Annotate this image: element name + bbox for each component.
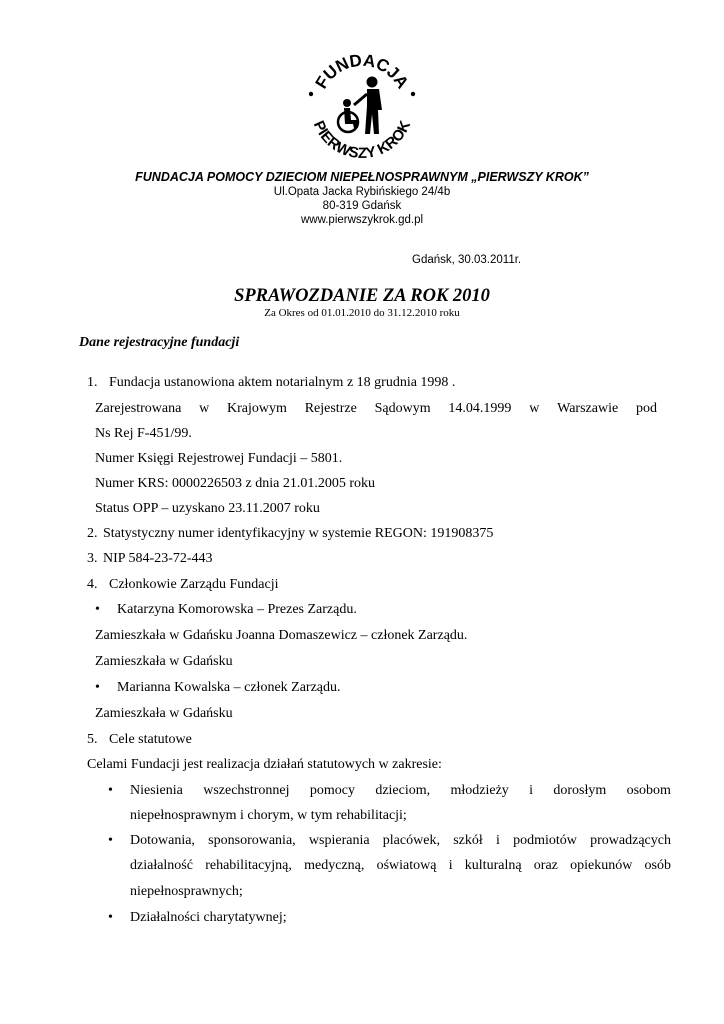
list-number: 2. (87, 526, 98, 541)
website-link[interactable]: www.pierwszykrok.gd.pl (300, 214, 424, 226)
foundation-logo (299, 44, 425, 170)
text-line: Status OPP – uzyskano 23.11.2007 roku (95, 501, 320, 516)
section-heading: Dane rejestracyjne fundacji (79, 335, 240, 350)
list-item: Cele statutowe (109, 732, 192, 747)
text-line: Numer Księgi Rejestrowej Fundacji – 5801. (95, 451, 343, 466)
text-line: Zamieszkała w Gdańsku (95, 654, 233, 669)
justified-line: Niesienia wszechstronnej pomocy dzieciom, młodzieży i dorosłym osobom (130, 783, 671, 798)
list-item: Statystyczny numer identyfikacyjny w systemie REGON: 191908375 (103, 526, 494, 541)
list-item: Członkowie Zarządu Fundacji (109, 577, 279, 592)
logo-text-top: FUNDACJA (311, 50, 413, 92)
document-subtitle: Za Okres od 01.01.2010 do 31.12.2010 roku (264, 307, 460, 319)
list-number: 5. (87, 732, 98, 747)
justified-line: Dotowania, sponsorowania, wspierania placówek, szkół i podmiotów prowadzących (130, 833, 671, 848)
logo-star-right (411, 92, 415, 96)
text-line: niepełnosprawnych; (130, 884, 243, 899)
list-number: 4. (87, 577, 98, 592)
organization-name: FUNDACJA POMOCY DZIECIOM NIEPEŁNOSPRAWNYM „PIERWSZY KROK” (135, 170, 589, 184)
bullet-icon: • (108, 910, 113, 925)
text-line: niepełnosprawnym i chorym, w tym rehabilitacji; (130, 808, 407, 823)
list-item: NIP 584-23-72-443 (103, 551, 213, 566)
board-member: Marianna Kowalska – członek Zarządu. (117, 680, 341, 695)
logo-figure-icon (338, 77, 382, 135)
text-line: Zamieszkała w Gdańsku (95, 706, 233, 721)
address-city: 80-319 Gdańsk (322, 200, 402, 212)
logo-star-left (309, 92, 313, 96)
text-line: Numer KRS: 0000226503 z dnia 21.01.2005 roku (95, 476, 375, 491)
bullet-icon: • (108, 833, 113, 848)
address-street: Ul.Opata Jacka Rybińskiego 24/4b (273, 186, 451, 198)
bullet-icon: • (95, 602, 100, 617)
list-item: Fundacja ustanowiona aktem notarialnym z 18 grudnia 1998 . (109, 375, 456, 390)
justified-line: działalność rehabilitacyjną, medyczną, oświatową i kulturalną oraz opiekunów osób (130, 858, 671, 873)
justified-line: Zarejestrowana w Krajowym Rejestrze Sądowym 14.04.1999 w Warszawie pod (95, 401, 657, 416)
text-line: Ns Rej F-451/99. (95, 426, 192, 441)
board-member: Katarzyna Komorowska – Prezes Zarządu. (117, 602, 357, 617)
bullet-icon: • (108, 783, 113, 798)
text-line: Zamieszkała w Gdańsku Joanna Domaszewicz – członek Zarządu. (95, 628, 468, 643)
document-title: SPRAWOZDANIE ZA ROK 2010 (234, 286, 490, 306)
document-date: Gdańsk, 30.03.2011r. (412, 254, 522, 266)
list-number: 3. (87, 551, 98, 566)
text-line: Celami Fundacji jest realizacja działań statutowych w zakresie: (87, 757, 442, 772)
bullet-icon: • (95, 680, 100, 695)
list-number: 1. (87, 375, 98, 390)
logo-text-bottom: PIERWSZY KROK (309, 118, 415, 163)
text-line: Działalności charytatywnej; (130, 910, 287, 925)
